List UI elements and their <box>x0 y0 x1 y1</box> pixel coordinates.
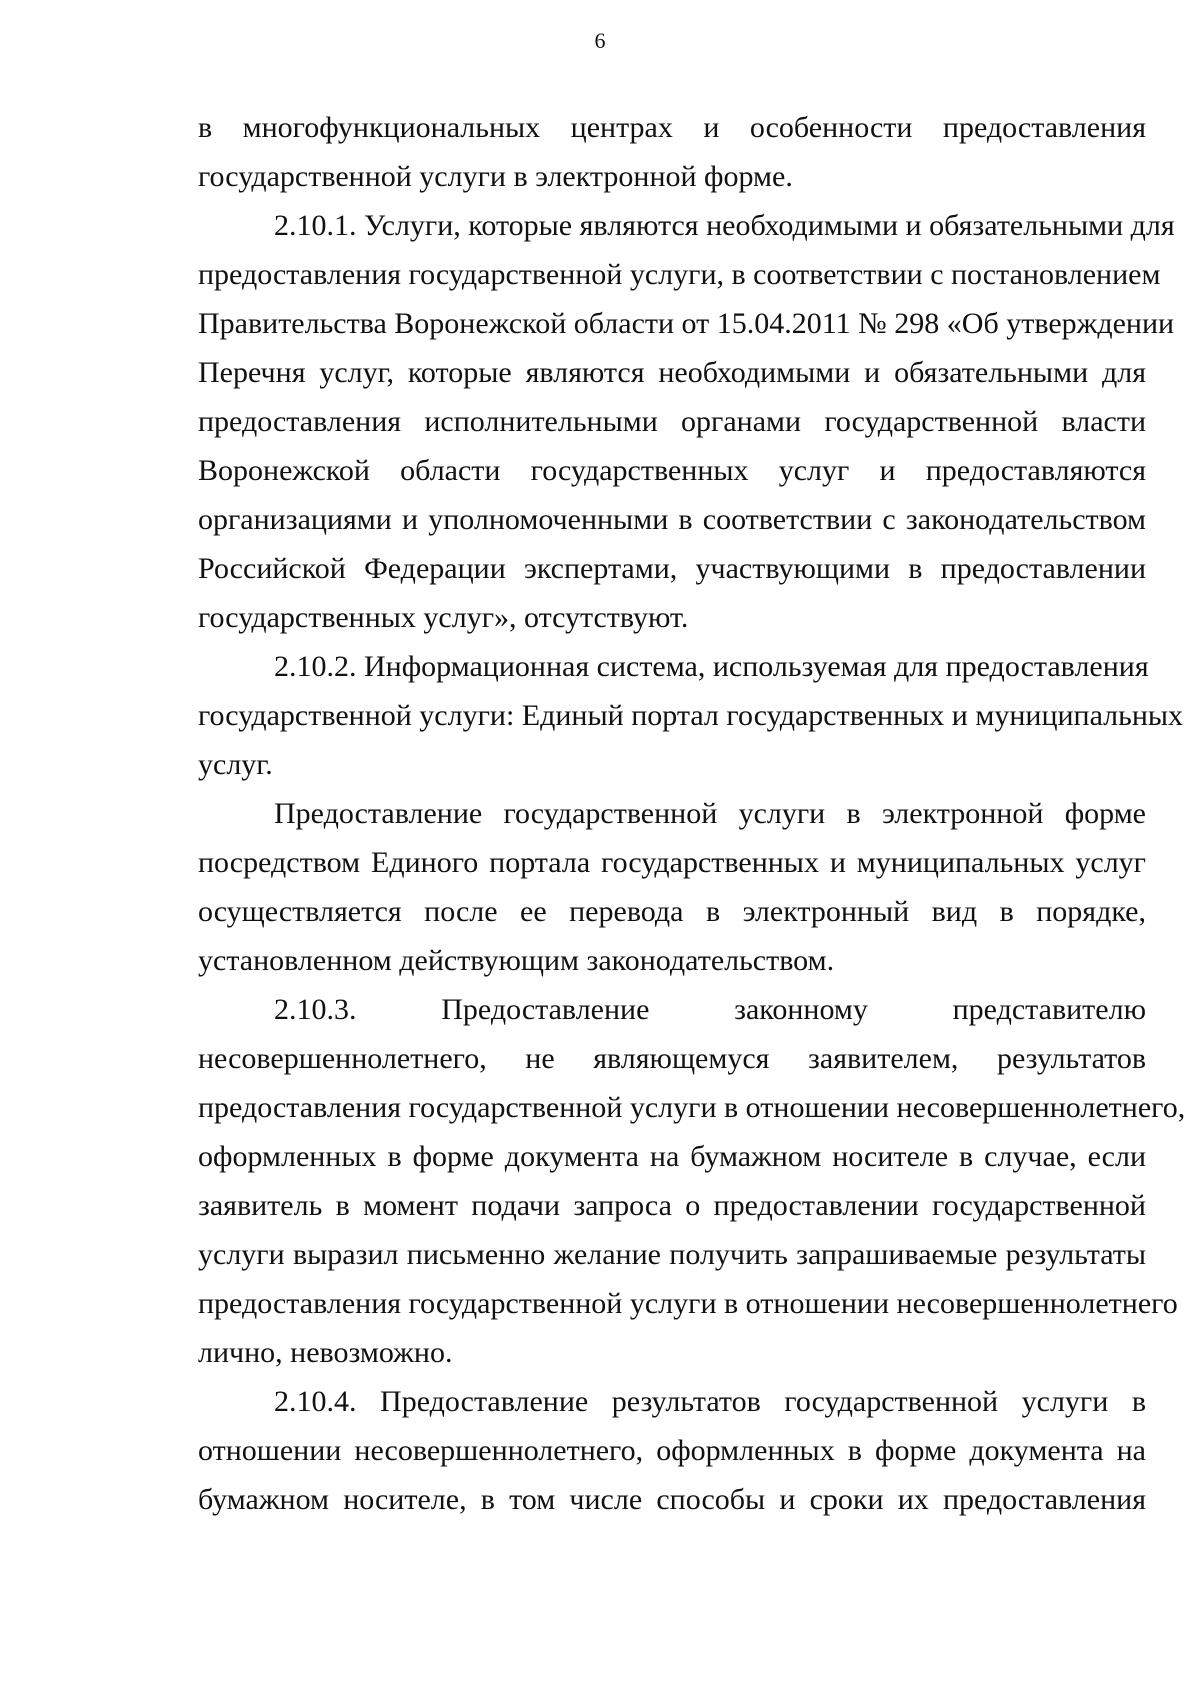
paragraph-intro <box>198 103 1146 201</box>
text-line: услуг. <box>198 748 273 781</box>
text-line: 2.10.4. Предоставление результатов государственной услуги в <box>274 1385 1146 1418</box>
text-line: Предоставление государственной услуги в электронной форме <box>274 797 1146 830</box>
document-body <box>198 103 1186 1524</box>
text-line: организациями и уполномоченными в соответствии с законодательством <box>198 503 1146 536</box>
text-line: оформленных в форме документа на бумажном носителе в случае, если <box>198 1140 1146 1173</box>
paragraph-p-2-10-1 <box>198 201 1175 642</box>
paragraph-p-electronic <box>198 789 1146 985</box>
text-line: заявитель в момент подачи запроса о предоставлении государственной <box>198 1189 1146 1222</box>
text-line: установленном действующим законодательством. <box>198 944 835 977</box>
text-line: предоставления государственной услуги в отношении несовершеннолетнего <box>198 1287 1178 1320</box>
text-line: Перечня услуг, которые являются необходимыми и обязательными для <box>198 356 1146 389</box>
text-line: несовершеннолетнего, не являющемуся заявителем, результатов <box>198 1042 1146 1075</box>
page-number: 6 <box>594 28 606 53</box>
text-line: посредством Единого портала государственных и муниципальных услуг <box>198 846 1146 879</box>
text-line: предоставления исполнительными органами государственной власти <box>198 405 1146 438</box>
text-line: осуществляется после ее перевода в электронный вид в порядке, <box>198 895 1146 928</box>
text-line: государственной услуги: Единый портал государственных и муниципальных <box>198 699 1184 732</box>
paragraph-p-2-10-2 <box>198 642 1184 789</box>
text-line: Правительства Воронежской области от 15.04.2011 № 298 «Об утверждении <box>198 307 1175 340</box>
text-line: 2.10.3. Предоставление законному представителю <box>274 993 1146 1026</box>
text-line: Воронежской области государственных услуг и предоставляются <box>198 454 1146 487</box>
text-line: государственных услуг», отсутствуют. <box>198 601 689 634</box>
paragraph-p-2-10-3 <box>198 985 1186 1377</box>
text-line: лично, невозможно. <box>198 1336 453 1369</box>
text-line: в многофункциональных центрах и особенности предоставления <box>198 111 1146 144</box>
text-line: государственной услуги в электронной форме. <box>198 160 793 193</box>
text-line: 2.10.1. Услуги, которые являются необходимыми и обязательными для <box>274 209 1175 242</box>
text-line: предоставления государственной услуги в отношении несовершеннолетнего, <box>198 1091 1186 1124</box>
paragraph-p-2-10-4 <box>198 1377 1146 1524</box>
text-line: отношении несовершеннолетнего, оформленных в форме документа на <box>198 1434 1146 1467</box>
text-line: услуги выразил письменно желание получить запрашиваемые результаты <box>198 1238 1146 1271</box>
text-line: бумажном носителе, в том числе способы и сроки их предоставления <box>198 1483 1146 1516</box>
text-line: Российской Федерации экспертами, участвующими в предоставлении <box>198 552 1146 585</box>
text-line: 2.10.2. Информационная система, используемая для предоставления <box>274 650 1149 683</box>
text-line: предоставления государственной услуги, в соответствии с постановлением <box>198 258 1161 291</box>
